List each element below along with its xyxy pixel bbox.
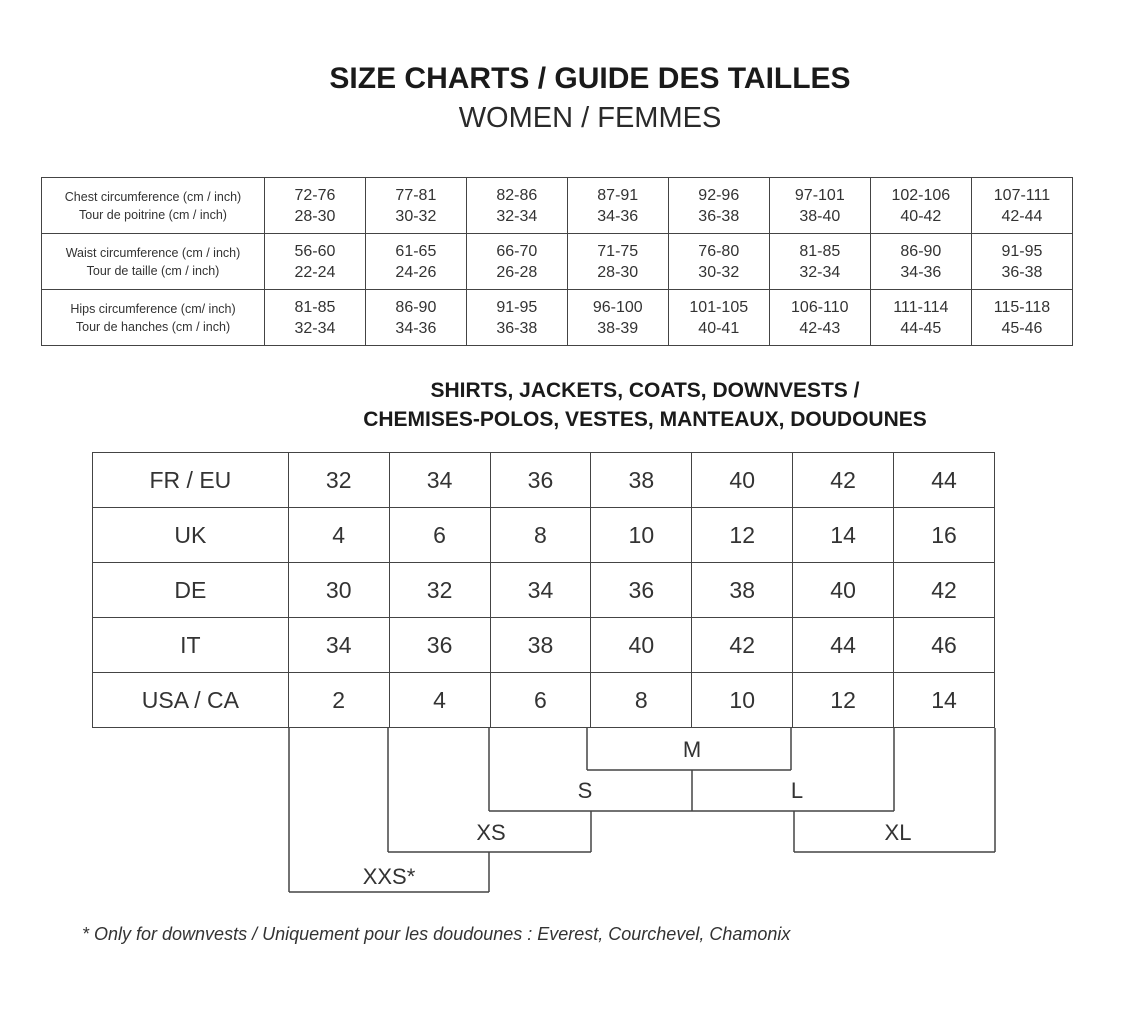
size-cell: 38 (490, 618, 591, 673)
cm-value: 77-81 (395, 186, 437, 204)
size-row-label: UK (93, 508, 289, 563)
size-cell: 10 (591, 508, 692, 563)
bracket-xl (794, 728, 995, 852)
measurements-table (41, 177, 1073, 346)
inch-value: 38-40 (799, 207, 841, 225)
inch-value: 36-38 (1001, 263, 1043, 281)
inch-value: 36-38 (698, 207, 740, 225)
measurement-cell (769, 290, 870, 346)
cm-value: 91-95 (1001, 242, 1043, 260)
cm-value: 86-90 (395, 298, 437, 316)
measurement-cell (769, 234, 870, 290)
bracket-m (587, 728, 791, 770)
measurement-cell (265, 178, 366, 234)
label-en: Waist circumference (cm / inch) (65, 245, 241, 260)
size-cell: 8 (591, 673, 692, 728)
size-cell: 34 (288, 618, 389, 673)
inch-value: 38-39 (597, 319, 639, 337)
measurement-cell (466, 234, 567, 290)
inch-value: 26-28 (496, 263, 538, 281)
size-cell: 40 (692, 453, 793, 508)
inch-value: 30-32 (395, 207, 437, 225)
inch-value: 24-26 (395, 263, 437, 281)
size-cell: 38 (591, 453, 692, 508)
size-row-uk (93, 508, 995, 563)
cm-value: 101-105 (689, 298, 749, 316)
label-en: Chest circumference (cm / inch) (64, 189, 242, 204)
label-fr: Tour de taille (cm / inch) (86, 263, 220, 278)
size-row-label: USA / CA (93, 673, 289, 728)
size-cell: 36 (591, 563, 692, 618)
inch-value: 42-44 (1001, 207, 1043, 225)
size-row-de (93, 563, 995, 618)
size-label-m: M (682, 737, 702, 762)
cm-value: 92-96 (698, 186, 740, 204)
cm-value: 56-60 (294, 242, 336, 260)
size-row-label: IT (93, 618, 289, 673)
size-cell: 38 (692, 563, 793, 618)
size-cell: 14 (894, 673, 995, 728)
label-en: Hips circumference (cm/ inch) (70, 301, 236, 316)
size-cell: 34 (490, 563, 591, 618)
cm-value: 71-75 (597, 242, 639, 260)
measurement-row-chest (42, 178, 1073, 234)
measurement-row-waist (42, 234, 1073, 290)
measurement-cell (870, 234, 971, 290)
inch-value: 32-34 (294, 319, 336, 337)
page-title: SIZE CHARTS / GUIDE DES TAILLES (329, 62, 851, 95)
size-row-label: FR / EU (93, 453, 289, 508)
size-row-label: DE (93, 563, 289, 618)
bracket-l (692, 728, 894, 811)
cm-value: 72-76 (294, 186, 336, 204)
inch-value: 36-38 (496, 319, 538, 337)
inch-value: 34-36 (597, 207, 639, 225)
measurement-cell (265, 234, 366, 290)
cm-value: 86-90 (900, 242, 942, 260)
measurement-cell (567, 290, 668, 346)
cm-value: 87-91 (597, 186, 639, 204)
size-label-xs: XS (476, 820, 506, 845)
section-title-line1: SHIRTS, JACKETS, COATS, DOWNVESTS / (430, 379, 860, 402)
size-cell: 44 (894, 453, 995, 508)
measurement-cell (365, 290, 466, 346)
measurement-cell (971, 234, 1072, 290)
measurement-cell (365, 234, 466, 290)
cm-value: 76-80 (698, 242, 740, 260)
inch-value: 34-36 (900, 263, 942, 281)
size-cell: 14 (793, 508, 894, 563)
size-cell: 12 (793, 673, 894, 728)
inch-value: 28-30 (294, 207, 336, 225)
size-cell: 46 (894, 618, 995, 673)
page-subtitle: WOMEN / FEMMES (458, 102, 722, 134)
size-cell: 30 (288, 563, 389, 618)
size-conversion-table (92, 452, 995, 728)
inch-value: 40-42 (900, 207, 942, 225)
size-cell: 4 (389, 673, 490, 728)
size-cell: 16 (894, 508, 995, 563)
measurement-cell (365, 178, 466, 234)
section-title (0, 376, 1134, 434)
size-cell: 32 (389, 563, 490, 618)
bracket-xxs (289, 728, 489, 892)
measurement-cell (265, 290, 366, 346)
size-label-xl: XL (884, 820, 912, 845)
size-cell: 6 (389, 508, 490, 563)
inch-value: 22-24 (294, 263, 336, 281)
section-title-line2: CHEMISES-POLOS, VESTES, MANTEAUX, DOUDOUNES (363, 408, 927, 431)
cm-value: 107-111 (993, 186, 1051, 204)
inch-value: 30-32 (698, 263, 740, 281)
size-cell: 12 (692, 508, 793, 563)
label-fr: Tour de poitrine (cm / inch) (79, 207, 227, 222)
bracket-xs (388, 728, 591, 852)
size-cell: 2 (288, 673, 389, 728)
size-cell: 40 (793, 563, 894, 618)
measurement-cell (870, 178, 971, 234)
size-cell: 32 (288, 453, 389, 508)
size-cell: 8 (490, 508, 591, 563)
size-cell: 42 (793, 453, 894, 508)
size-cell: 34 (389, 453, 490, 508)
cm-value: 61-65 (395, 242, 437, 260)
measurement-label (42, 290, 265, 346)
measurement-cell (971, 178, 1072, 234)
cm-value: 81-85 (799, 242, 841, 260)
measurement-row-hips (42, 290, 1073, 346)
cm-value: 97-101 (794, 186, 845, 204)
measurement-cell (466, 290, 567, 346)
label-fr: Tour de hanches (cm / inch) (75, 319, 231, 334)
size-cell: 4 (288, 508, 389, 563)
measurement-cell (567, 178, 668, 234)
cm-value: 91-95 (496, 298, 538, 316)
cm-value: 106-110 (791, 298, 849, 316)
size-cell: 44 (793, 618, 894, 673)
measurement-cell (668, 234, 769, 290)
size-cell: 36 (389, 618, 490, 673)
measurement-cell (870, 290, 971, 346)
bracket-s (489, 728, 692, 811)
size-cell: 42 (692, 618, 793, 673)
size-cell: 36 (490, 453, 591, 508)
inch-value: 44-45 (900, 319, 942, 337)
size-cell: 42 (894, 563, 995, 618)
size-cell: 10 (692, 673, 793, 728)
size-label-s: S (577, 778, 593, 803)
size-row-usa-ca (93, 673, 995, 728)
cm-value: 111-114 (893, 298, 949, 316)
measurement-label (42, 234, 265, 290)
measurement-label (42, 178, 265, 234)
size-cell: 6 (490, 673, 591, 728)
inch-value: 28-30 (597, 263, 639, 281)
measurement-cell (668, 178, 769, 234)
measurement-cell (567, 234, 668, 290)
size-cell: 40 (591, 618, 692, 673)
size-row-it (93, 618, 995, 673)
measurement-cell (769, 178, 870, 234)
inch-value: 34-36 (395, 319, 437, 337)
measurement-cell (668, 290, 769, 346)
inch-value: 32-34 (799, 263, 841, 281)
cm-value: 82-86 (496, 186, 538, 204)
cm-value: 96-100 (592, 298, 643, 316)
inch-value: 40-41 (698, 319, 740, 337)
cm-value: 115-118 (993, 298, 1051, 316)
measurement-cell (971, 290, 1072, 346)
measurement-cell (466, 178, 567, 234)
size-row-fr-eu (93, 453, 995, 508)
cm-value: 102-106 (891, 186, 951, 204)
cm-value: 81-85 (294, 298, 336, 316)
footnote: * Only for downvests / Uniquement pour les doudounes : Everest, Courchevel, Chamonix (82, 924, 791, 944)
cm-value: 66-70 (496, 242, 538, 260)
inch-value: 42-43 (799, 319, 841, 337)
inch-value: 32-34 (496, 207, 538, 225)
inch-value: 45-46 (1001, 319, 1043, 337)
size-label-l: L (790, 778, 804, 803)
size-label-xxs: XXS* (362, 864, 416, 889)
